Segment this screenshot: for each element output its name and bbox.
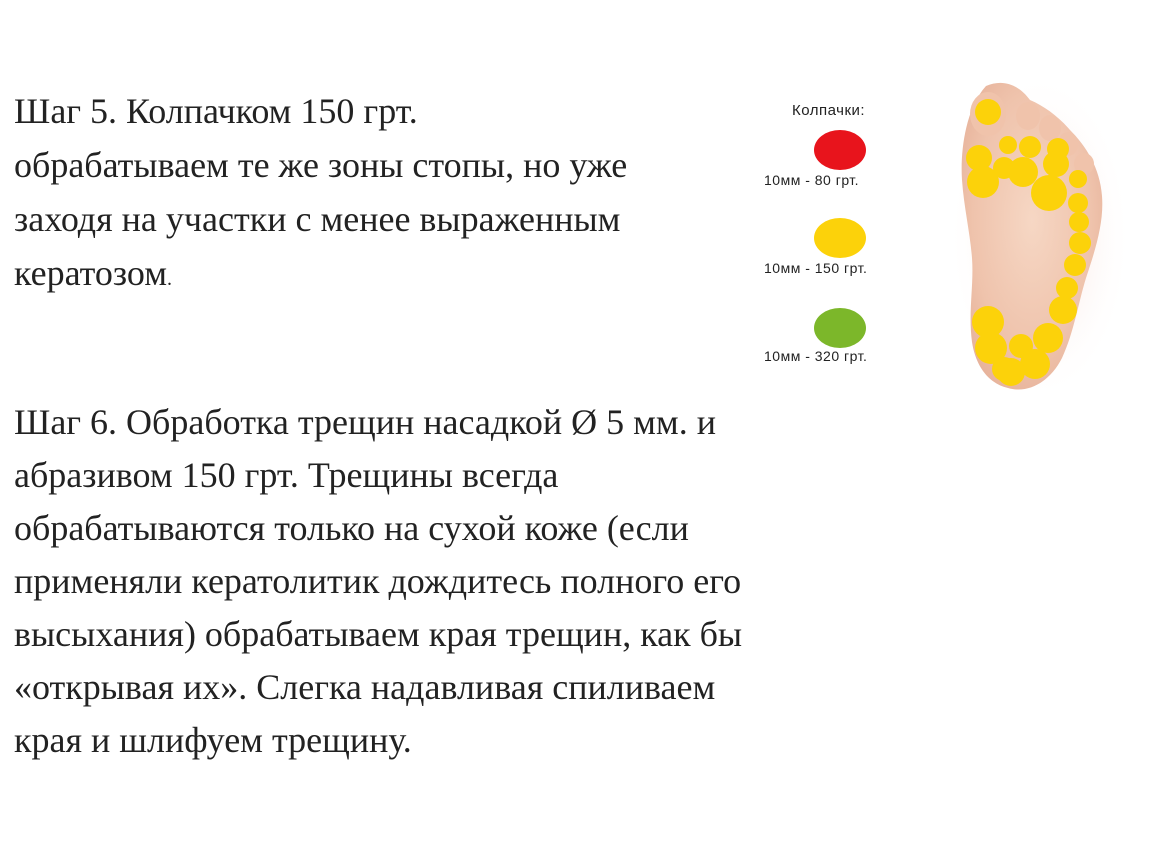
- legend-title: Колпачки:: [792, 102, 866, 119]
- step5-line-4-text: кератозом: [14, 253, 167, 293]
- step5-line-4-period: .: [166, 268, 172, 290]
- legend-label-320: 10мм - 320 грт.: [764, 348, 868, 364]
- step5-line-1: Шаг 5. Колпачком 150 грт.: [14, 91, 418, 131]
- step5-text: [14, 84, 794, 306]
- step5-line-2: обрабатываем те же зоны стопы, но уже: [14, 145, 628, 185]
- step5-line-3: заходя на участки с менее выраженным: [14, 199, 621, 239]
- caps-legend: [750, 96, 950, 376]
- toe-3: [1039, 115, 1061, 141]
- step6-line-3: обрабатываются только на сухой коже (если: [14, 508, 689, 548]
- step6-line-4: применяли кератолитик дождитесь полного его: [14, 561, 742, 601]
- step5-line-4: [14, 246, 794, 306]
- legend-dot-yellow: [814, 218, 866, 258]
- legend-dot-red: [814, 130, 866, 170]
- foot-sole-illustration: [946, 72, 1132, 402]
- legend-label-80: 10мм - 80 грт.: [764, 172, 860, 188]
- step6-line-6: «открывая их». Слегка надавливая спиливаем: [14, 667, 716, 707]
- step6-line-5: высыхания) обрабатываем края трещин, как бы: [14, 614, 743, 654]
- legend-label-150: 10мм - 150 грт.: [764, 260, 868, 276]
- step6-line-2: абразивом 150 грт. Трещины всегда: [14, 455, 559, 495]
- step6-line-7: края и шлифуем трещину.: [14, 720, 412, 760]
- step6-text: [14, 396, 954, 767]
- toe-2: [1016, 102, 1040, 130]
- legend-dot-green: [814, 308, 866, 348]
- step6-line-1: Шаг 6. Обработка трещин насадкой Ø 5 мм. и: [14, 402, 716, 442]
